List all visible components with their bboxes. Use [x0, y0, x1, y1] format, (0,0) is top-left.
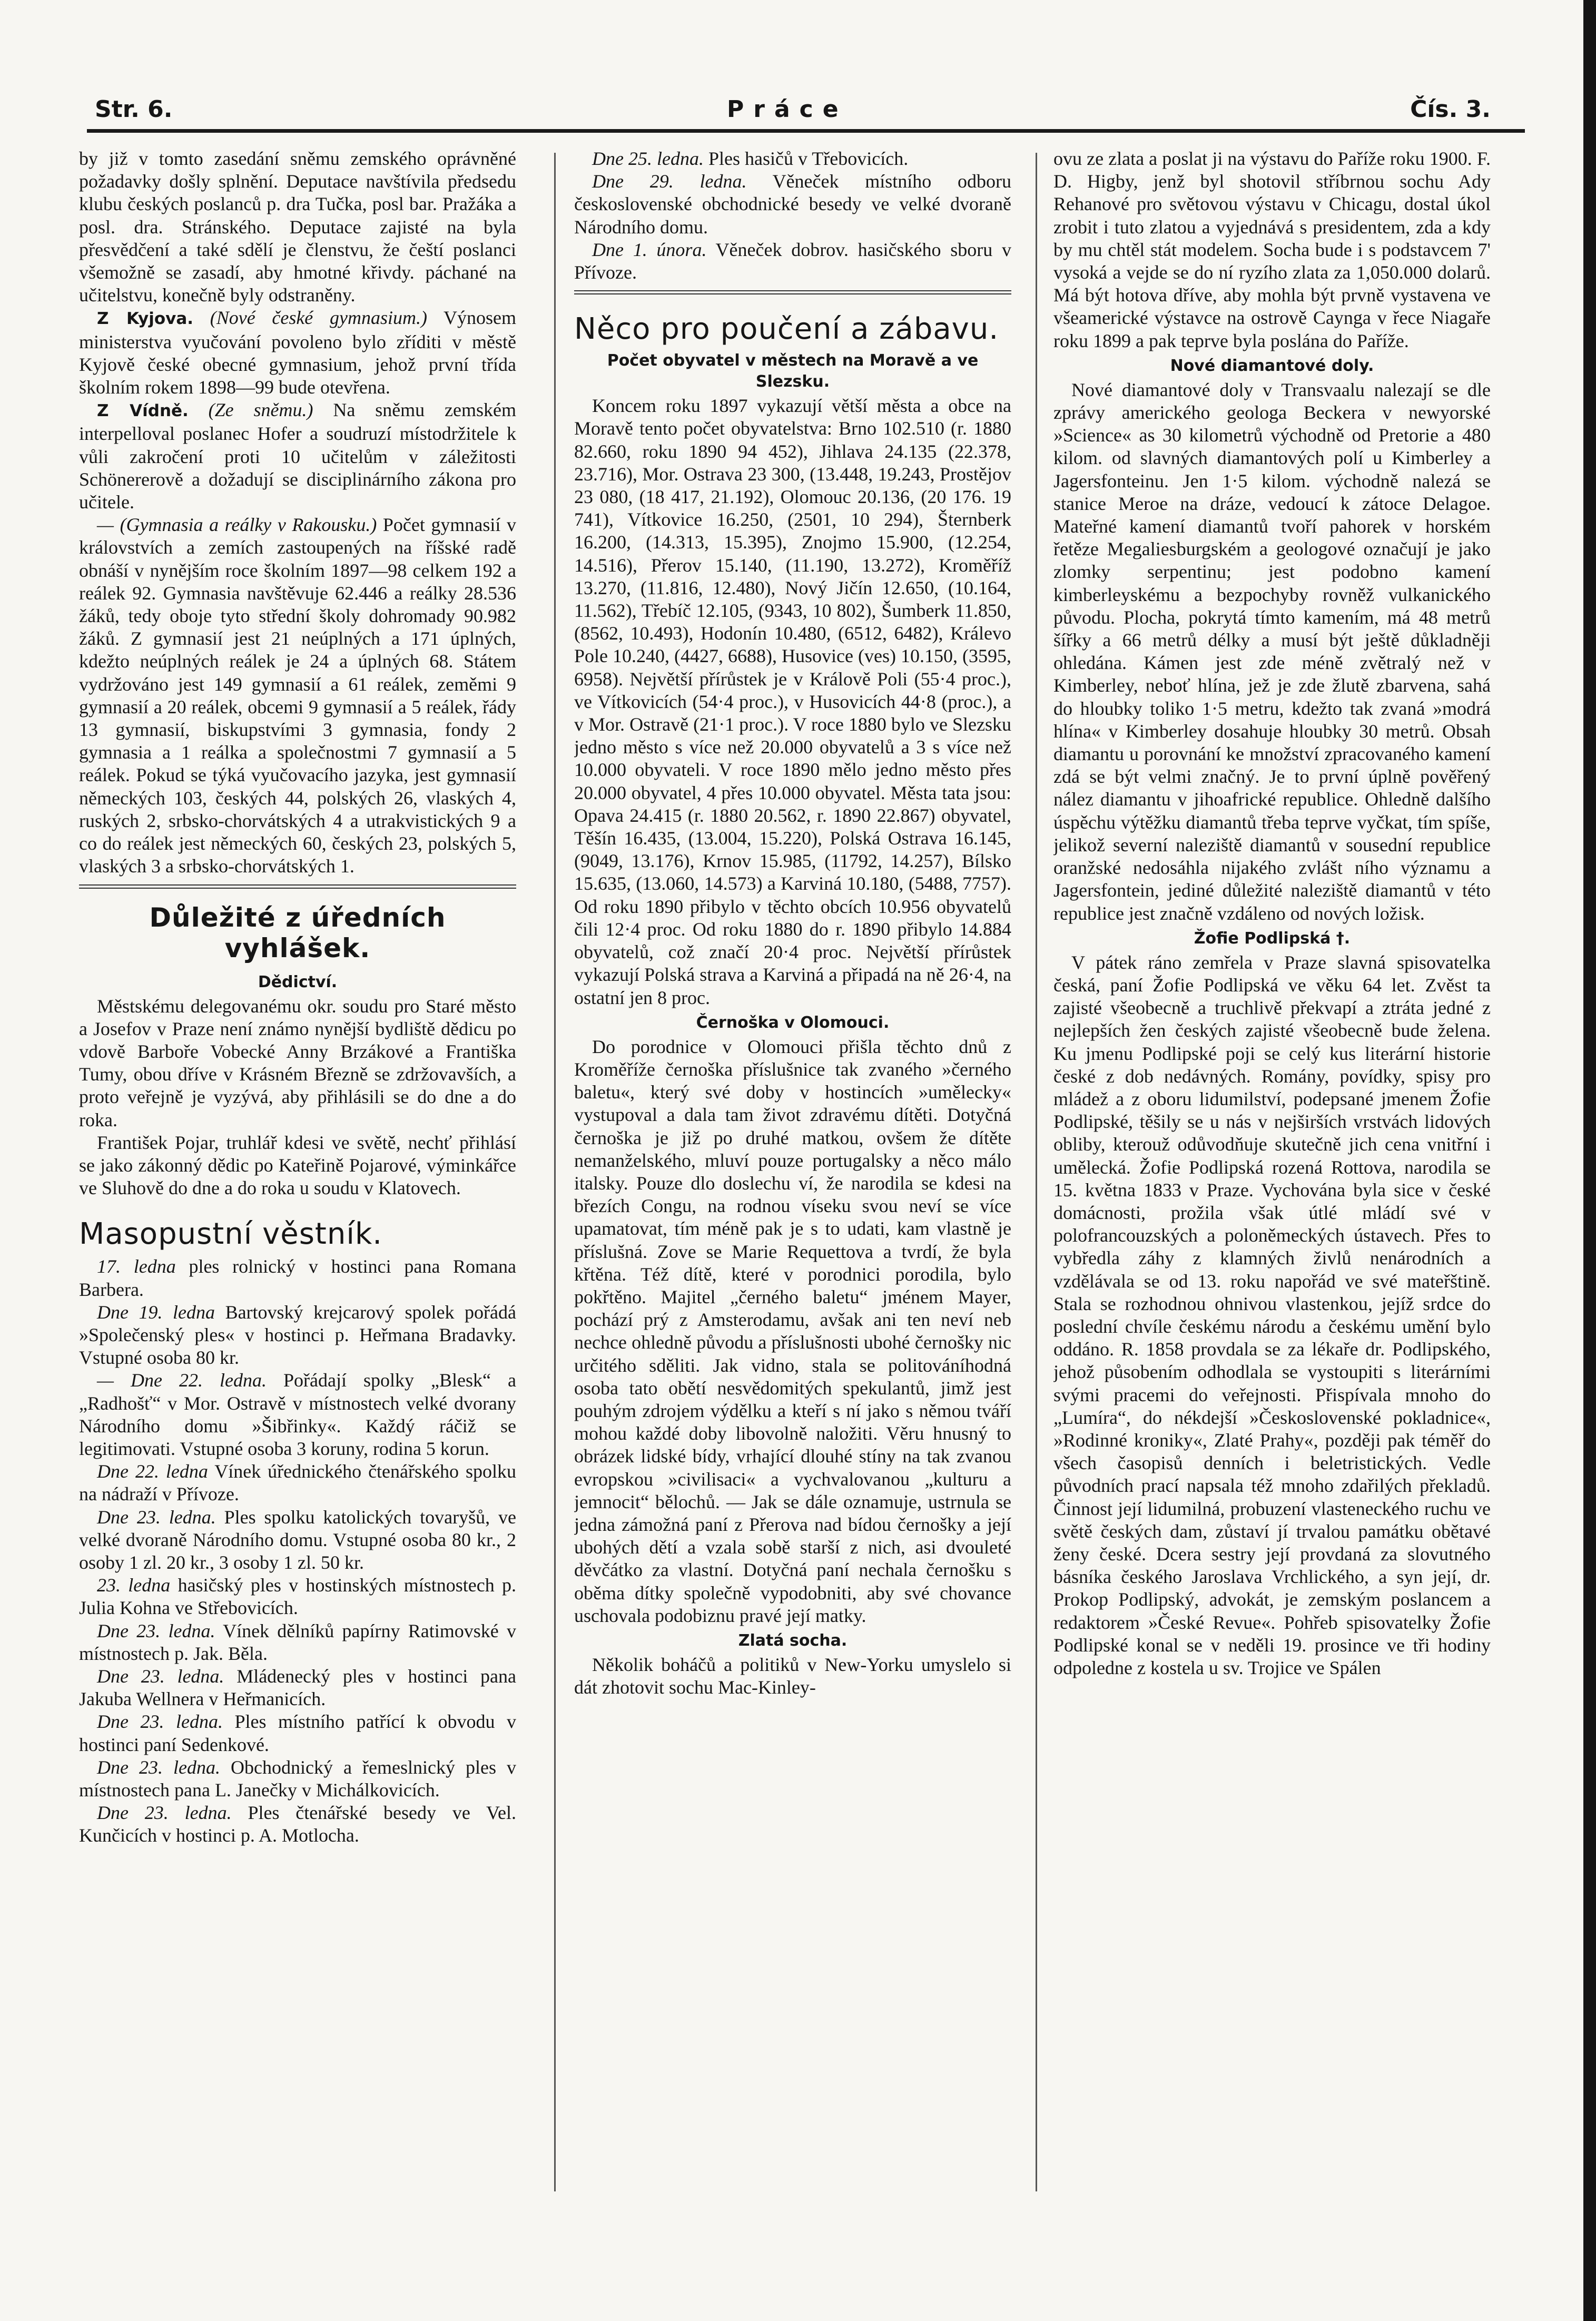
event-item [79, 1301, 516, 1370]
event-date: Dne 29. ledna. [592, 171, 747, 192]
news-text: Na sněmu zemském interpelloval poslanec Hofer a soudruzí místodržitele k vůli zakročení proti 10 učitelům v záležitosti Schönererově a dožadují se disciplinárního zákona pro učitele. [79, 399, 516, 513]
news-item-kyjov [79, 307, 516, 399]
event-text: Vínek dělníků papírny Ratimovské v místnostech p. Jak. Běla. [79, 1620, 516, 1664]
event-text: ples rolnický v hostinci pana Romana Barbera. [79, 1256, 516, 1300]
news-text: Počet gymnasií v královstvích a zemích zastoupených na říšské radě obnáší v nynějším roce školním 1897—98 celkem 192 a reálek 92. Gymnasia navštěvuje 62.446 a reálky 28.536 žáků, tedy oboje tyto střední školy dohromady 90.982 žáků. Z gymnasií jest 21 neúplných a 171 úplných, kdežto neúplných reálek je 24 a úplných 68. Státem vydržováno jest 149 gymnasií a 61 reálek, zeměmi 9 gymnasií a 20 reálek, obcemi 9 gymnasií a 5 reálek, řády 13 gymnasií, biskupstvími 3 gymnasia, fondy 2 gymnasia a 1 reálka a společnostmi 7 gymnasií a 5 reálek. Pokud se týká vyučovacího jazyka, jest gymnasií německých 103, českých 44, polských 26, vlaských 4, ruských 2, srbsko-chorvátských 4 a utrakvistických 9 a co do reálek jest německých 60, českých 23, polských 5, vlaských 3 a srbsko-chorvátských 1. [79, 514, 516, 877]
article-paragraph: Koncem roku 1897 vykazují větší města a obce na Moravě tento počet obyvatelstva: Brno 102.510 (r. 1880 82.660, roku 1890 94 452), Jihlava 24.135 (22.378, 23.716), Mor. Ostrava 23 300, (13.448, 19.243, Prostějov 23 080, (18 417, 21.192), Olomouc 20.136, (20 176. 19 741), Vítkovice 16.250, (2501, 10 294), Šternberk 16.200, (14.313, 15.395), Znojmo 15.900, (12.254, 14.516), Přerov 15.140, (11.190, 13.272), Kroměříž 13.270, (11.816, 12.480), Nový Jičín 12.650, (10.164, 11.562), Třebíč 12.105, (9343, 10 802), Šumberk 11.850, (8562, 10.493), Hodonín 10.480, (6512, 6482), Králevo Pole 10.240, (4427, 6688), Husovice (ves) 10.150, (3595, 6958). Největší přírůstek je v Králově Poli (55·4 proc.), ve Vítkovicích (54·4 proc.), v Husovicích 44·8 (proc.), a v Mor. Ostravě (21·1 proc.). V roce 1880 bylo ve Slezsku jedno město s více než 20.000 obyvatelů a 3 s více než 10.000 obyvateli. V roce 1890 mělo jedno město přes 20.000 obyvatel, 4 přes 10.000 obyvatel. Města tata jsou: Opava 24.415 (r. 1880 20.562, r. 1890 22.867) obyvatel, Těšín 16.435, (13.004, 15.220), Polská Ostrava 16.145, (9049, 13.176), Krnov 15.985, (11792, 14.257), Bílsko 15.635, (13.060, 14.573) a Karviná 10.180, (5488, 7757). Od roku 1890 přibylo v těchto obcích 10.956 obyvatelů čili 12·4 proc. Od roku 1880 do r. 1890 přibylo 14.884 obyvatelů, což značí 20·4 proc. Největší přírůstek vykazují Polská strava a Karviná a připadá na ně 26·4, na ostatní jen 8 proc. [574, 395, 1011, 1008]
news-lead: Z Kyjova. [97, 309, 194, 329]
event-date: Dne 23. ledna. [97, 1711, 223, 1733]
event-item [79, 1620, 516, 1665]
subheading-population: Počet obyvatel v městech na Moravě a ve Slezsku. [607, 351, 979, 391]
newspaper-title: Práce [727, 96, 848, 123]
subheading-diamond-mines: Nové diamantové doly. [1170, 356, 1374, 375]
news-item-gymnasia [79, 514, 516, 878]
event-item [79, 1460, 516, 1506]
event-text: Ples místního patřící k obvodu v hostinci paní Sedenkové. [79, 1711, 516, 1755]
article-paragraph: Několik boháčů a politiků v New-Yorku umyslelo si dát zhotovit sochu Mac-Kinley- [574, 1654, 1011, 1698]
event-item [79, 1756, 516, 1802]
column-divider-1 [554, 153, 556, 2191]
section-heading-carnival: Masopustní věstník. [79, 1217, 383, 1252]
event-date: 17. ledna [97, 1256, 176, 1277]
event-date: Dne 23. ledna. [97, 1756, 221, 1778]
event-text: Vínek úřednického čtenářského spolku na nádraží v Přívoze. [79, 1461, 516, 1505]
article-paragraph: Do porodnice v Olomouci přišla těchto dnů z Kroměříže černoška příslušnice tak zvaného »černého baletu«, který své doby v hostincích »umělecky« vystupoval a dala tam život zdravému dítěti. Dotyčná černoška je již po druhé matkou, ovšem že dítěte nemanželského, mluví pouze portugalsky a něco málo italsky. Pouze dlo doslechu ví, že narodila se kdesi na březích Congu, na rodnou víseku svou neví se více upamatovat, tím méně pak je s to udati, kam vlastně je příslušná. Zove se Marie Requettova a tvrdí, že byla křtěna. Též dítě, které v porodnici porodila, bylo pokřtěno. Majitel „černého baletu“ jménem Mayer, pochází prý z Amsterodamu, avšak ani ten neví neb nechce ohledně původu a příslušnosti ubohé černošky nic určitého sděliti. Jak vidno, stala se politováníhodná osoba tato obětí nesvědomitých spekulantů, jimž jest pouhým zdrojem výdělku a kteří s ní jako s němou tváří mohou každé doby libovolně naložiti. Věru hnusný to obrázek lidské bídy, vrhající dlouhé stíny na tak zvanou evropskou »civilisaci« a vychvalovanou „kulturu a jemnocit“ bělochů. — Jak se dále oznamuje, ustrnula se jedna zámožná paní z Přerova nad bídou černošky a její ubohých dětí a vzala sobě starší z nich, asi dvouleté děvčátko za vlastní. Dotyčná paní nechala černošku s oběma dítky společně vypodobniti, aby své chovance uschovala podobiznu pravé její matky. [574, 1036, 1011, 1626]
subheading-black-woman: Černoška v Olomouci. [696, 1013, 890, 1032]
event-text: hasičský ples v hostinských místnostech p. Julia Kohna ve Střebovicích. [79, 1575, 516, 1619]
subheading-obituary: Žofie Podlipská †. [1194, 929, 1351, 948]
column-divider-2 [1036, 153, 1037, 2191]
article-paragraph: by již v tomto zasedání sněmu zemského oprávněné požadavky došly splnění. Deputace navštívila předsedu klubu českých poslanců p. dra Tučka, posl bar. Pražáka a posl. dra. Stránského. Deputace zajisté na byla přesvědčení a také sdělí je členstvu, že čeští poslanci všemožně se zasadí, aby hmotné křivdy. páchané na učitelstvu, konečně byly odstraněny. [79, 148, 516, 306]
column-2 [574, 147, 1011, 2191]
column-3 [1053, 147, 1491, 2191]
event-item [79, 1665, 516, 1710]
article-paragraph: ovu ze zlata a poslat ji na výstavu do Paříže roku 1900. F. D. Higby, jenž byl shotovil stříbrnou sochu Ady Rehanové pro světovou výstavu v Chicagu, dostal úkol zrobit i tuto zlatou a vyjednává s presidentem, zda a kdy by mu chtěl stát modelem. Socha bude i s podstavcem 7' vysoká a vejde se do ní ryzího zlata za 1,050.000 dolarů. Má být hotova dříve, aby mohla být prvně vystavena ve všeamerické výstavce na ostrově Caynga v řece Niagaře roku 1899 a pak teprve byla poslána do Paříže. [1053, 148, 1491, 351]
event-item [574, 239, 1011, 284]
event-item [79, 1574, 516, 1619]
article-paragraph: František Pojar, truhlář kdesi ve světě, nechť přihlásí se jako zákonný dědic po Kateřině Pojarové, výminkářce ve Sluhově do dne a do roka u soudu v Klatovech. [79, 1132, 516, 1199]
event-date: Dne 19. ledna [97, 1301, 215, 1323]
section-rule [79, 884, 516, 889]
event-item [79, 1369, 516, 1460]
subheading-golden-statue: Zlatá socha. [738, 1631, 848, 1650]
section-heading-official: Důležité z úředních vyhlášek. [149, 902, 446, 963]
news-lead: Z Vídně. [97, 401, 189, 421]
event-text: Věneček místního odboru československé obchodnické besedy ve velké dvoraně Národního domu. [574, 171, 1011, 238]
event-date: Dne 23. ledna. [97, 1665, 224, 1687]
event-date: 23. ledna [97, 1575, 171, 1596]
event-text: Bartovský krejcarový spolek pořádá »Společenský ples« v hostinci p. Heřmana Bradavky. Vstupné osoba 80 kr. [79, 1301, 516, 1369]
event-item [574, 147, 1011, 170]
section-rule [574, 290, 1011, 294]
event-item [79, 1710, 516, 1756]
event-text: Obchodnický a řemeslnický ples v místnostech pana L. Janečky v Michálkovicích. [79, 1756, 516, 1801]
event-date: Dne 22. ledna [97, 1461, 208, 1482]
event-text: Ples čtenářské besedy ve Vel. Kunčicích v hostinci p. A. Motlocha. [79, 1802, 516, 1846]
event-text: Ples spolku katolických tovaryšů, ve velké dvoraně Národního domu. Vstupné osoba 80 kr., 2 osoby 1 zl. 20 kr., 3 osoby 1 zl. 50 kr. [79, 1506, 516, 1573]
article-paragraph: V pátek ráno zemřela v Praze slavná spisovatelka česká, paní Žofie Podlipská ve věku 64 let. Zvěst ta zajisté všeobecně a truchlivě překvapí a ztráta jedné z nejlepších žen českých zajisté všeobecně bude želena. Ku jmenu Podlipské poji se celý kus literární historie české z dob nedávných. Romány, povídky, spisy pro mládež a z oboru lidumilství, podepsané jmenem Žofie Podlipské, těšily se u nás v nejširších vrstvách lidových obliby, kterouž odůvodňuje skutečně jich cena vnitřní i umělecká. Žofie Podlipská rozená Rottova, narodila se 15. května 1833 v Praze. Vychována byla sice v české domácnosti, prožila však útlé mládí své v polofrancouzských a poloněmeckých ústavech. Přes to vybředla záhy z klamných živlů nenárodních a vzdělávala se od 13. roku napořád ve své mateřštině. Stala se rozhodnou ohnivou vlastenkou, jejíž srdce do poslední chvíle českému národu a českému umění bylo oddáno. R. 1858 provdala se za lékaře dr. Podlipského, jehož působením odhodlala se vystoupiti s literárními svými pracemi do veřejnosti. Přispívala mnoho do „Lumíra“, do nékdejší »Československé pokladnice«, »Rodinné kroniky«, Zlaté Prahy«, později pak téměř do všech časopisů denních i beletristických. Vedle původních prací napsala též mnoho zdařilých překladů. Činnost její lidumilná, probuzení vlasteneckého ruchu ve světě českých dam, zůstaví jí trvalou památku obětavé ženy české. Dcera sestry její provdaná za slovutného básníka českého Jaroslava Vrchlického, a syn její, dr. Prokop Podlipský, advokát, je zemským poslancem a redaktorem »České Revue«. Pohřeb spisovatelky Žofie Podlipské konal se v neděli 19. prosince ve tři hodiny odpoledne z kostela u sv. Trojice ve Spálen [1053, 951, 1491, 1678]
scan-edge [1583, 0, 1596, 2321]
event-date: Dne 23. ledna. [97, 1506, 216, 1528]
event-item [79, 1255, 516, 1301]
event-item [79, 1802, 516, 1847]
event-date: Dne 23. ledna. [97, 1802, 232, 1824]
event-item [574, 170, 1011, 239]
event-date: — Dne 22. ledna. [97, 1370, 267, 1391]
column-1 [79, 147, 516, 2191]
header-rule [87, 129, 1525, 133]
event-item [79, 1506, 516, 1575]
article-paragraph: Nové diamantové doly v Transvaalu nalezají se dle zprávy amerického geologa Beckera v newyorské »Science« as 30 kilometrů východně od Pretorie a 480 kilom. od slavných diamantových polí u Kimberley a Jagersfonteinu. Jen 1·5 kilom. východně nalezá se stanice Meroe na dráze, vedoucí k zátoce Delagoe. Mateřné kamení diamantů tvoří pahorek v horském řetěze Megaliesburgském a geologové označují je jako zlomky serpentinu; jest podobno kamení kimberleyskému a bezpochyby rovněž vulkanického původu. Plocha, pokrytá tímto kamením, má 48 metrů šířky a 66 metrů délky a musí být ještě důkladněji ohledána. Kámen jest zde méně zvětralý než v Kimberley, neboť hlína, jež je zde žlutě zbarvena, sahá do hloubky toliko 1·5 metru, kdežto tak zvaná »modrá hlína« v Kimberley dosahuje hloubky 30 metrů. Obsah diamantu u porovnání ke množství zpracovaného kamení zdá se být velmi značný. Je to první úplně pověřený nález diamantu v jihoafrické republice. Ohledně dalšího úspěchu výtěžku diamantů třeba teprve vyčkat, tím spíše, jelikož severní naleziště diamantů v sousední republice oranžské nedosáhla nijakého zvlášt ního významu a Jagersfontein, jediné důležité naleziště diamantů v této republice jest značně vzdáleno od nových ložisk. [1053, 379, 1491, 924]
event-text: Ples hasičů v Třebovicích. [708, 148, 909, 169]
event-text: Věneček dobrov. hasičského sboru v Přívoze. [574, 239, 1011, 283]
news-source: — (Gymnasia a reálky v Rakousku.) [97, 514, 377, 536]
article-paragraph: Městskému delegovanému okr. soudu pro Staré město a Josefov v Praze není známo nynější bydliště dědicu po vdově Barboře Vobecké Anny Brzákové a Františka Tumy, obou dříve v Krásném Březně se zdržovavších, a proto veřejně je vyzývá, aby přihlásili se do dne a do roka. [79, 995, 516, 1130]
event-date: Dne 23. ledna. [97, 1620, 215, 1641]
event-text: Mládenecký ples v hostinci pana Jakuba Wellnera v Heřmanicích. [79, 1665, 516, 1710]
issue-number: Čís. 3. [1410, 96, 1491, 123]
news-source: (Ze sněmu.) [208, 399, 313, 421]
page-header [90, 91, 1506, 127]
event-date: Dne 25. ledna. [592, 148, 704, 169]
event-text: Pořádají spolky „Blesk“ a „Radhošť“ v Mor. Ostravě v místnostech velké dvorany Národního domu »Šibřinky«. Každý ráčiž se legitimovati. Vstupné osoba 3 koruny, rodina 5 korun. [79, 1370, 516, 1459]
event-date: Dne 1. února. [592, 239, 707, 260]
subheading-inheritance: Dědictví. [258, 972, 338, 991]
news-source: (Nové české gymnasium.) [210, 307, 427, 329]
section-heading-education: Něco pro poučení a zábavu. [574, 312, 999, 347]
news-text: Výnosem ministerstva vyučování povoleno bylo zříditi v městě Kyjově české obecné gymnasium, jehož první třída školním rokem 1898—99 bude otevřena. [79, 307, 516, 398]
news-item-vienna [79, 399, 516, 514]
page-number: Str. 6. [95, 96, 173, 123]
